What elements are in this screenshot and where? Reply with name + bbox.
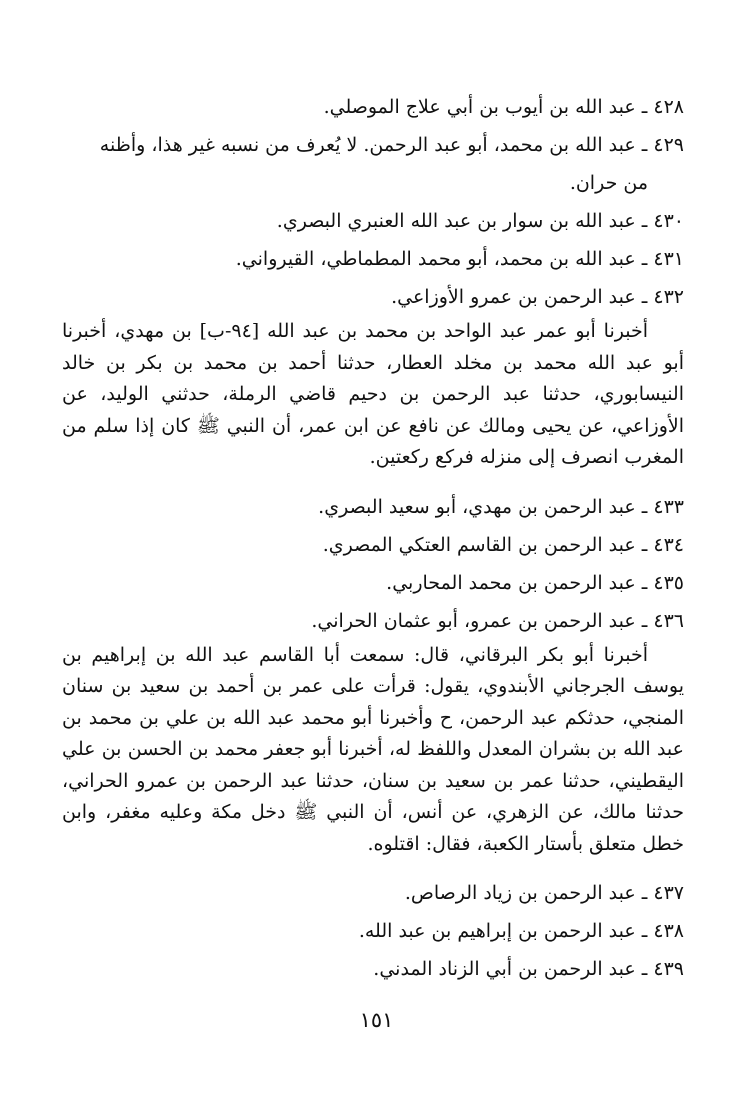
entry-separator: ـ [635, 958, 654, 980]
entry-430 [62, 202, 684, 240]
entry-number: ٤٣٤ [653, 533, 684, 556]
entry-433 [62, 488, 684, 526]
entry-number: ٤٣٠ [653, 210, 684, 232]
entry-continuation: من حران. [569, 172, 648, 194]
entry-number: ٤٣١ [653, 248, 684, 270]
entry-separator: ـ [635, 533, 654, 556]
entry-text: عبد الله بن أيوب بن أبي علاج الموصلي. [323, 96, 636, 118]
entry-separator: ـ [635, 609, 654, 632]
hadith-paragraph-1: أخبرنا أبو عمر عبد الواحد بن محمد بن عبد الله [٩٤-ب] بن مهدي، أخبرنا أبو عبد الله محمد بن مخلد العطار، حدثنا أحمد بن محمد بن بكر بن خالد النيسابوري، حدثنا عبد الرحمن بن دحيم قاضي الرملة، حدثني الوليد، عن الأوزاعي، عن يحيى ومالك عن نافع عن ابن عمر، أن النبي ﷺ كان إذا سلم من المغرب انصرف إلى منزله فركع ركعتين. [62, 320, 684, 468]
entry-text: عبد الرحمن بن مهدي، أبو سعيد البصري. [318, 495, 636, 518]
entry-text: عبد الرحمن بن زياد الرصاص. [404, 882, 636, 904]
entry-separator: ـ [635, 134, 654, 156]
hadith-paragraph-2: أخبرنا أبو بكر البرقاني، قال: سمعت أبا القاسم عبد الله بن إبراهيم بن يوسف الجرجاني الأبندوي، يقول: قرأت على عمر بن أحمد بن سعيد بن سنان المنجي، حدثكم عبد الرحمن، ح وأخبرنا أبو محمد عبد الله بن علي بن محمد بن عبد الله بن بشران المعدل واللفظ له، أخبرنا أبو جعفر محمد بن الحسن بن علي اليقطيني، حدثنا عمر بن سعيد بن سنان، حدثنا عبد الرحمن بن عمرو الحراني، حدثنا مالك، عن الزهري، عن أنس، أن النبي ﷺ دخل مكة وعليه مغفر، وابن خطل متعلق بأستار الكعبة، فقال: اقتلوه. [62, 643, 684, 855]
entry-text: عبد الله بن محمد، أبو عبد الرحمن. لا يُعرف من نسبه غير هذا، وأظنه [99, 134, 636, 156]
entry-separator: ـ [635, 495, 654, 518]
entry-text: عبد الرحمن بن القاسم العتكي المصري. [322, 533, 636, 556]
entry-number: ٤٣٢ [653, 286, 684, 308]
entry-separator: ـ [635, 920, 654, 942]
entry-428 [62, 88, 684, 126]
entry-separator: ـ [635, 96, 654, 118]
page-number: ١٥١ [359, 1008, 394, 1032]
entry-separator: ـ [635, 286, 654, 308]
entry-text: عبد الرحمن بن عمرو الأوزاعي. [391, 286, 636, 308]
entry-separator: ـ [635, 571, 654, 594]
entry-text: عبد الله بن سوار بن عبد الله العنبري البصري. [276, 210, 636, 232]
entry-436 [62, 602, 684, 640]
entry-431 [62, 240, 684, 278]
entry-number: ٤٢٨ [653, 96, 684, 118]
entry-439 [62, 950, 684, 988]
entry-separator: ـ [635, 882, 654, 904]
entry-number: ٤٣٧ [653, 882, 684, 904]
entry-text: عبد الرحمن بن إبراهيم بن عبد الله. [358, 920, 636, 942]
entry-number: ٤٣٥ [653, 571, 684, 594]
entry-separator: ـ [635, 248, 654, 270]
entry-text: عبد الرحمن بن عمرو، أبو عثمان الحراني. [311, 609, 636, 632]
entry-text: عبد الرحمن بن أبي الزناد المدني. [373, 958, 636, 980]
entry-number: ٤٢٩ [653, 134, 684, 156]
entry-434 [62, 526, 684, 564]
entry-429 [62, 126, 684, 202]
entry-438 [62, 912, 684, 950]
entry-number: ٤٣٨ [653, 920, 684, 942]
entry-number: ٤٣٦ [653, 609, 684, 632]
entry-text: عبد الرحمن بن محمد المحاربي. [386, 571, 636, 594]
entry-432 [62, 278, 684, 316]
entry-number: ٤٣٣ [653, 495, 684, 518]
entry-text: عبد الله بن محمد، أبو محمد المطماطي، القيرواني. [235, 248, 636, 270]
entry-separator: ـ [635, 210, 654, 232]
entry-437 [62, 874, 684, 912]
page-body [62, 88, 684, 988]
entry-number: ٤٣٩ [653, 958, 684, 980]
entry-435 [62, 564, 684, 602]
